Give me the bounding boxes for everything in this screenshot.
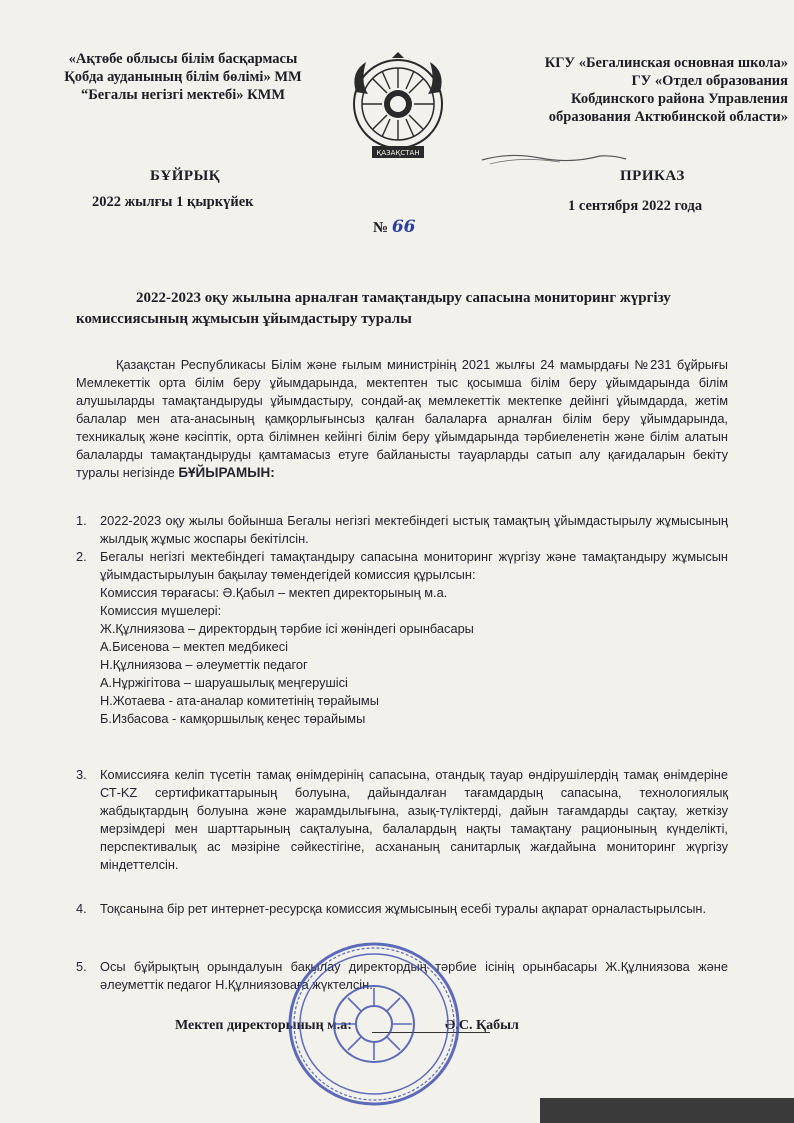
title-line: 2022-2023 оқу жылына арналған тамақтандыру сапасына мониторинг жүргізу bbox=[136, 290, 671, 306]
bottom-overlay-bar bbox=[540, 1098, 794, 1123]
order-number-label: № bbox=[373, 220, 389, 236]
item-text: Бегалы негізгі мектебіндегі тамақтандыру сапасына мониторинг жүргізу және тамақтандыру жұмысын ұйымдастырылуын бақылау төмендегідей комиссия құрылсын: bbox=[100, 549, 728, 582]
commission-member: Б.Избасова - камқоршылық кеңес төрайымы bbox=[100, 711, 366, 726]
commission-member: А.Нұржігітова – шаруашылық меңгерушісі bbox=[100, 675, 348, 690]
header-right-line: Кобдинского района Управления bbox=[571, 91, 788, 107]
order-number-value: 66 bbox=[391, 217, 416, 237]
list-item bbox=[76, 900, 728, 918]
header-right-line: ГУ «Отдел образования bbox=[631, 73, 788, 89]
order-item-4 bbox=[76, 900, 728, 918]
header-left-line: Қобда ауданының білім бөлімі» ММ bbox=[64, 69, 302, 85]
commission-member: Н.Жотаева - ата-аналар комитетінің төрайымы bbox=[100, 693, 379, 708]
item-text: Осы бұйрықтың орындалуын бақылау директордың тәрбие ісінің орынбасары Ж.Құлниязова және әлеуметтік педагог Н.Құлниязоваға жүктелсін. bbox=[100, 959, 728, 992]
item-number: 4. bbox=[76, 901, 87, 916]
title-line: комиссиясының жұмысын ұйымдастыру туралы bbox=[76, 311, 412, 327]
item-number: 2. bbox=[76, 549, 87, 564]
item-text: Комиссияға келіп түсетін тамақ өнімдерінің сапасына, отандық тауар өндірушілердің тамақ өнімдеріне СТ-KZ сертификаттарының болуына, дайындалған тағамдардың сапасына, технологиялық жабдықтардың болуына және жарамдылығына, азық-түліктерді, дайын тағамдарды сақтау, жеткізу мерзімдері мен шарттарының сақталуына, балалардың нақты тамақтану рационының күнделікті, перспективалық ас мәзіріне сәйкестігіне, асхананың санитарлық жағдайына мониторинг жүргізу міндеттелсін. bbox=[100, 767, 728, 872]
header-left-organization bbox=[52, 50, 314, 104]
date-kz: 2022 жылғы 1 қыркүйек bbox=[92, 194, 254, 210]
header-right-line: КГУ «Бегалинская основная школа» bbox=[544, 55, 788, 71]
signature-name: Ә.С. Қабыл bbox=[445, 1018, 519, 1033]
commission-member: А.Бисенова – мектеп медбикесі bbox=[100, 639, 288, 654]
header-left-line: «Ақтөбе облысы білім басқармасы bbox=[68, 51, 298, 67]
commission-chair: Комиссия төрағасы: Ә.Қабыл – мектеп директорының м.а. bbox=[100, 585, 448, 600]
order-items-top bbox=[76, 512, 728, 728]
item-number: 3. bbox=[76, 767, 87, 782]
signature-label: Мектеп директорының м.а: bbox=[175, 1018, 352, 1033]
pen-scribble-mark bbox=[480, 146, 630, 176]
header-right-organization bbox=[488, 54, 788, 126]
doc-type-kz: БҰЙРЫҚ bbox=[150, 168, 221, 184]
item-number: 1. bbox=[76, 513, 87, 528]
order-number bbox=[373, 217, 416, 237]
preamble-paragraph bbox=[76, 356, 728, 482]
header-left-line: “Бегалы негізгі мектебі» КММ bbox=[80, 87, 286, 103]
item-text: 2022-2023 оқу жылы бойынша Бегалы негізгі мектебіндегі ыстық тамақтың ұйымдастырылу жұмысының жылдық жұмыс жоспары бекітілсін. bbox=[100, 513, 728, 546]
commission-members-label: Комиссия мүшелері: bbox=[100, 603, 222, 618]
order-item-3 bbox=[76, 766, 728, 874]
date-ru: 1 сентября 2022 года bbox=[568, 198, 703, 214]
item-number: 5. bbox=[76, 959, 87, 974]
header-right-line: образования Актюбинской области» bbox=[548, 109, 788, 125]
item-text: Тоқсанына бір рет интернет-ресурсқа комиссия жұмысының есебі туралы ақпарат орналастырылсын. bbox=[100, 901, 707, 916]
kazakhstan-emblem-icon bbox=[348, 52, 448, 164]
list-item bbox=[76, 512, 728, 548]
list-item bbox=[76, 766, 728, 874]
order-word: БҰЙЫРАМЫН: bbox=[178, 465, 275, 480]
commission-member: Н.Құлниязова – әлеуметтік педагог bbox=[100, 657, 308, 672]
preamble-text: Қазақстан Республикасы Білім және ғылым министрінің 2021 жылғы 24 мамырдағы №231 бұйрығы Мемлекеттік орта білім беру ұйымдарында, мектептен тыс қосымша білім беру ұйымдарында білім алушыларды тамақтандыруды ұйымдастыру, сондай-ақ мемлекеттік мектепке дейінгі ұйымдарда, жетім балалар мен ата-анасының қамқорлығынсыз қалған балаларға арналған білім беру ұйымдарында, техникалық және кәсіптік, орта білімнен кейінгі білім беру ұйымдарында тәрбиеленетін және білім алатын балаларды тамақтандыруды қамтамасыз етуге байланысты тауарларды сатып алу қағидаларын бекіту туралы негізінде bbox=[76, 357, 728, 480]
round-seal-stamp-icon bbox=[286, 940, 462, 1108]
doc-type-ru: ПРИКАЗ bbox=[620, 168, 685, 184]
commission-member: Ж.Құлниязова – директордың тәрбие ісі жөніндегі орынбасары bbox=[100, 621, 474, 636]
emblem-text: ҚАЗАҚСТАН bbox=[376, 149, 420, 157]
list-item bbox=[76, 548, 728, 584]
commission-list bbox=[76, 584, 728, 728]
document-title bbox=[76, 288, 746, 330]
